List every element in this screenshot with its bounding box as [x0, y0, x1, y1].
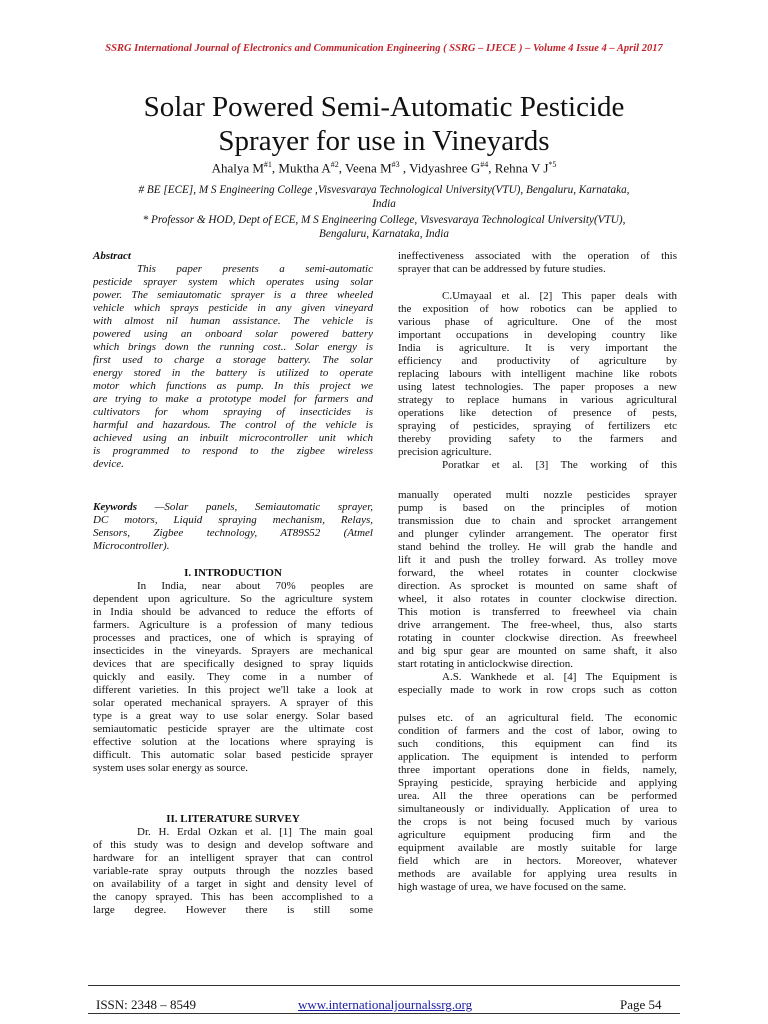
body-line: replacing labours with intelligent machine like robots: [398, 368, 677, 380]
body-line: using latest technologies. The paper proposes a new: [398, 381, 677, 393]
body-line: direction. As sprocket is mounted on same shaft of: [398, 580, 677, 592]
abstract-line: cultivators for whom spraying of insecticides is: [93, 406, 373, 418]
intro-line: quickly and easily. They come in a number of: [93, 671, 373, 683]
body-line: drive arrangement. The free-wheel, thus, also starts: [398, 619, 677, 631]
body-line: spraying of pesticides, spraying of fertilizers etc: [398, 420, 677, 432]
intro-line: effective solution at the locations where spraying is: [93, 736, 373, 748]
author-marker: #3: [391, 160, 400, 169]
body-line: field which are in hectors. Moreover, whatever: [398, 855, 677, 867]
body-line: Spraying pesticide, spraying herbicide and applying: [398, 777, 677, 789]
literature-line: Dr. H. Erdal Ozkan et al. [1] The main goal: [137, 826, 373, 838]
section-introduction-heading: I. INTRODUCTION: [184, 567, 282, 579]
author-marker: #1: [263, 160, 272, 169]
intro-line: insecticides in the vineyards. Sprayers are mechanical: [93, 645, 373, 657]
intro-line: difficult. This automatic solar based pesticide sprayer: [93, 749, 373, 761]
body-line: three important operations done in fields, namely,: [398, 764, 677, 776]
journal-header: SSRG International Journal of Electronics and Communication Engineering ( SSRG – IJECE ) – Volume 4 Issue 4 – April 2017: [105, 43, 663, 54]
body-line: This motion is transferred to freewheel via chain: [398, 606, 677, 618]
intro-line: dependent upon agriculture. So the agriculture system: [93, 593, 373, 605]
title-line-1: Solar Powered Semi-Automatic Pesticide: [143, 91, 625, 123]
abstract-line: energy stored in the battery is utilized to operate: [93, 367, 373, 379]
paper-title: [0, 90, 768, 158]
abstract-line: are trying to make a prototype model for farmers and: [93, 393, 373, 405]
affiliation-2-location: Bengaluru, Karnataka, India: [319, 228, 449, 240]
body-line: high wastage of urea, we have focused on the same.: [398, 881, 627, 893]
body-line: manually operated multi nozzle pesticides sprayer: [398, 489, 677, 501]
body-line: efficiency and productivity of agriculture by: [398, 355, 677, 367]
abstract-line: harmful and hazardous. The control of the vehicle is: [93, 419, 373, 431]
body-line: transmission due to chain and sprocket arrangement: [398, 515, 677, 527]
abstract-line: pesticide sprayer system which operates using solar: [93, 276, 373, 288]
abstract-line: device.: [93, 458, 124, 470]
abstract-line: achieved using an inbuilt microcontroller unit which: [93, 432, 373, 444]
body-line: and plunger cylinder arrangement. The operator first: [398, 528, 677, 540]
body-line: pulses etc. of an agricultural field. The economic: [398, 712, 677, 724]
intro-line: type is a great way to use solar energy. Solar based: [93, 710, 373, 722]
body-line: precision agriculture.: [398, 446, 492, 458]
body-line: thereby providing safety to the farmers and: [398, 433, 677, 445]
keywords-label: Keywords: [93, 501, 155, 513]
body-line: strategy to replace humans in various agricultural: [398, 394, 677, 406]
literature-line: variable-rate spray outputs through the nozzles based: [93, 865, 373, 877]
body-line: various phase of agriculture. One of the most: [398, 316, 677, 328]
body-line: pump is based on the principles of motion: [398, 502, 677, 514]
body-line: simultaneously or individually. Application of urea to: [398, 803, 677, 815]
body-line: urea. All the three operations can be performed: [398, 790, 677, 802]
body-line: Poratkar et al. [3] The working of this: [442, 459, 677, 471]
body-line: the crops is not being focused much by various: [398, 816, 677, 828]
title-line-2: Sprayer for use in Vineyards: [218, 125, 550, 157]
body-line: equipment available are mostly suitable for large: [398, 842, 677, 854]
affiliation-1: # BE [ECE], M S Engineering College ,Visvesvaraya Technological University(VTU), Bengaluru, Karnataka,: [138, 184, 630, 196]
body-line: methods are available for applying urea results in: [398, 868, 677, 880]
body-line: A.S. Wankhede et al. [4] The Equipment is: [442, 671, 677, 683]
body-line: sprayer that can be addressed by future studies.: [398, 263, 606, 275]
body-line: condition of farmers and the cost of labor, owing to: [398, 725, 677, 737]
body-line: forward, the wheel rotates in counter clockwise: [398, 567, 677, 579]
footer-rule-bottom: [88, 1013, 680, 1014]
abstract-line: is programmed to respond to the zigbee wireless: [93, 445, 373, 457]
literature-line: the canopy sprayed. This has been accomplished to a: [93, 891, 373, 903]
keywords-line: DC motors, Liquid spraying mechanism, Relays,: [93, 514, 373, 526]
abstract-line: motor which functions as pump. In this project we: [93, 380, 373, 392]
intro-line: processes and practices, one of which is spraying of: [93, 632, 373, 644]
abstract-line: powered using an onboard solar powered battery: [93, 328, 373, 340]
abstract-line: first used to charge a storage battery. The solar: [93, 354, 373, 366]
keywords-line: Microcontroller).: [93, 540, 170, 552]
body-line: C.Umayaal et al. [2] This paper deals with: [442, 290, 677, 302]
keywords-line: [93, 501, 373, 514]
body-line: agriculture equipment producing firm and the: [398, 829, 677, 841]
body-line: India is agriculture. It is very important the: [398, 342, 677, 354]
literature-line: on availability of a target in sight and density level of: [93, 878, 373, 890]
affiliation-1-country: India: [372, 198, 396, 210]
abstract-line: power. The semiautomatic sprayer is a three wheeled: [93, 289, 373, 301]
body-line: especially made to work in row crops such as cotton: [398, 684, 677, 696]
keywords-line: Sensors, Zigbee technology, AT89S52 (Atmel: [93, 527, 373, 539]
section-literature-heading: II. LITERATURE SURVEY: [166, 813, 300, 825]
footer-rule: [88, 985, 680, 986]
issn-number: ISSN: 2348 – 8549: [96, 997, 197, 1012]
abstract-line: which brings down the running cost.. Solar energy is: [93, 341, 373, 353]
body-line: such conditions, this equipment can find its: [398, 738, 677, 750]
body-line: important occupations in developing country like: [398, 329, 677, 341]
body-line: lift it and push the trolley forward. As trolley move: [398, 554, 677, 566]
author-marker: #4: [480, 160, 489, 169]
abstract-line: with almost nil human assistance. The vehicle is: [93, 315, 373, 327]
abstract-line: vehicle which sprays pesticide in any given vineyard: [93, 302, 373, 314]
author-list: Ahalya $M^{\#1}$, Muktha $A^{\#2}$, Veena $M^{\#3}$ , Vidyashree $G^{\#4}$, Rehna V $J^{*5}$: [211, 160, 557, 176]
intro-line: In India, near about 70% peoples are: [137, 580, 373, 592]
intro-line: semiautomatic pesticide sprayer are the ultimate cost: [93, 723, 373, 735]
intro-line: devices that are specifically designed to spray liquids: [93, 658, 373, 670]
body-line: and big spur gear are mounted on same shaft, it also: [398, 645, 677, 657]
author-marker: #2: [330, 160, 339, 169]
body-line: start rotating in anticlockwise direction.: [398, 658, 574, 670]
abstract-line: This paper presents a semi-automatic: [137, 263, 373, 275]
body-line: rotating in counter clockwise direction. As freewheel: [398, 632, 677, 644]
journal-website-link[interactable]: www.internationaljournalssrg.org: [298, 997, 473, 1012]
body-line: stand behind the trolley. He will grab the handle and: [398, 541, 677, 553]
body-line: ineffectiveness associated with the operation of this: [398, 250, 677, 262]
intro-line: farmers. Agriculture is a profession of many tedious: [93, 619, 373, 631]
affiliation-2: * Professor & HOD, Dept of ECE, M S Engineering College, Visvesvaraya Technological University(VTU),: [142, 214, 626, 226]
literature-line: hardware for an intelligent sprayer that can control: [93, 852, 373, 864]
intro-line: system uses solar energy as source.: [93, 762, 248, 774]
body-line: operations like detection of presence of pests,: [398, 407, 677, 419]
author-marker: *5: [548, 160, 557, 169]
intro-line: solar operated mechanical sprayers. A sprayer of this: [93, 697, 373, 709]
literature-line: of this study was to design and develop software and: [93, 839, 373, 851]
abstract-heading: Abstract: [93, 250, 131, 262]
page-number: Page 54: [620, 997, 662, 1012]
body-line: application. The equipment is intended to perform: [398, 751, 677, 763]
literature-line: large degree. However there is still some: [93, 904, 373, 916]
keywords-text: —Solar panels, Semiautomatic sprayer,: [154, 501, 373, 513]
body-line: wheel, it also rotates in counter clockwise direction.: [398, 593, 677, 605]
intro-line: in India should be advanced to reduce the efforts of: [93, 606, 373, 618]
body-line: the exposition of how robotics can be applied to: [398, 303, 677, 315]
intro-line: different varieties. In this project we'll take a look at: [93, 684, 373, 696]
